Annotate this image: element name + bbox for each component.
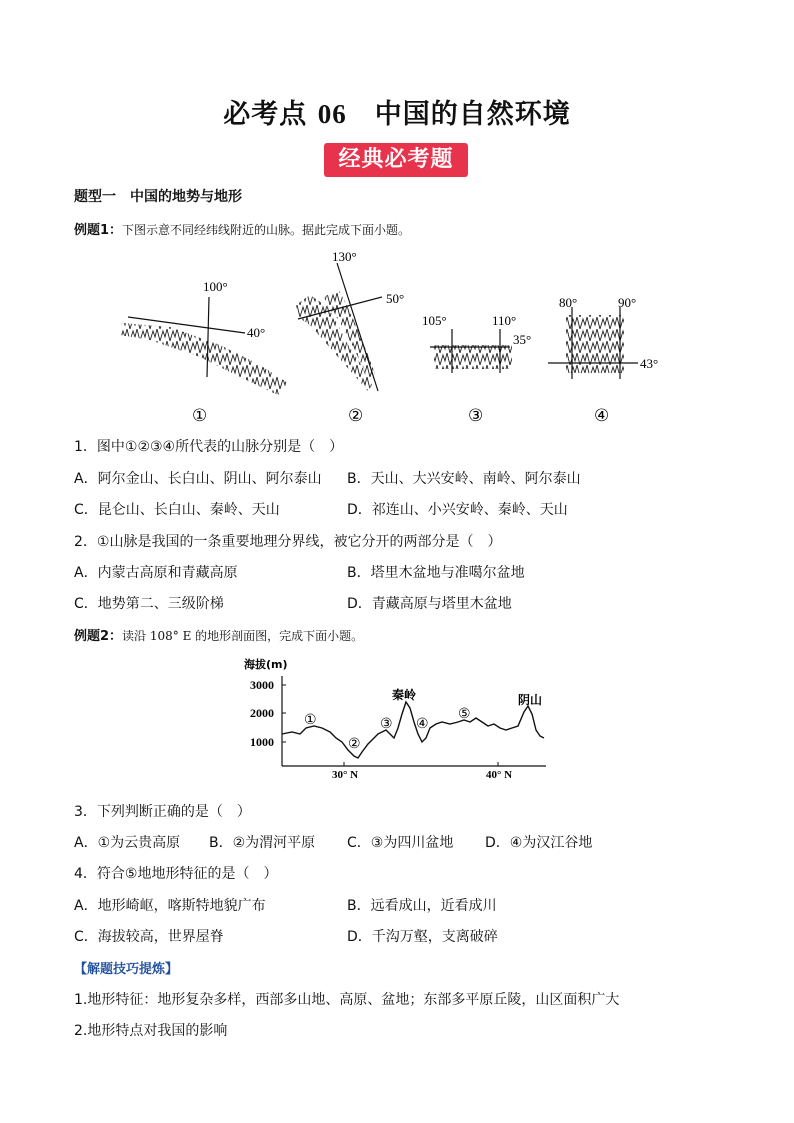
example2-label: 例题2：: [74, 629, 123, 644]
classic-questions-badge: 经典必考题: [324, 143, 468, 177]
marker-4: ④: [416, 717, 429, 732]
p3-lon-b-label: 110°: [492, 313, 517, 328]
example1-text: 下图示意不同经纬线附近的山脉。据此完成下面小题。: [122, 223, 411, 237]
marker-3: ③: [380, 717, 393, 732]
x-tick-40n: 40° N: [486, 769, 513, 781]
p4-lat-label: 43°: [640, 356, 659, 371]
tip-1: 1.地形特征：地形复杂多样，西部多山地、高原、盆地；东部多平原丘陵，山区面积广大: [74, 992, 620, 1008]
panel-2-label: ②: [348, 406, 364, 425]
marker-5: ⑤: [458, 707, 471, 722]
example2-intro: [74, 625, 363, 644]
title-number: 06: [317, 99, 347, 129]
tips-heading: 【解题技巧提炼】: [74, 962, 179, 977]
profile-y-axis-label: 海拔(m): [244, 658, 288, 671]
q4-option-b: B．远看成山，近看成川: [347, 898, 497, 914]
title-main: 必考点: [223, 99, 308, 130]
tip-2: 2.地形特点对我国的影响: [74, 1023, 228, 1039]
example2-text: 读沿 108° E 的地形剖面图，完成下面小题。: [122, 629, 364, 643]
q4-option-c: C．海拔较高，世界屋脊: [74, 929, 224, 945]
panel-1-label: ①: [192, 406, 208, 425]
y-tick-3000: 3000: [250, 678, 274, 692]
p4-lon-b-label: 90°: [618, 295, 637, 310]
p1-lon-label: 100°: [203, 279, 228, 294]
question-4-stem: 4．符合⑤地地形特征的是（ ）: [74, 866, 278, 882]
panel-4-label: ④: [594, 406, 610, 425]
p3-lat-label: 35°: [513, 332, 532, 347]
x-tick-30n: 30° N: [332, 769, 359, 781]
q1-option-b: B．天山、大兴安岭、南岭、阿尔泰山: [347, 471, 581, 487]
panel-1-diagram: [120, 279, 288, 425]
y-tick-2000: 2000: [250, 706, 274, 720]
terrain-profile-chart: [240, 654, 560, 784]
q4-option-a: A．地形崎岖，喀斯特地貌广布: [74, 898, 266, 914]
q3-option-c: C．③为四川盆地: [347, 835, 454, 851]
section-heading: 题型一 中国的地势与地形: [74, 189, 242, 205]
marker-2: ②: [348, 737, 361, 752]
p3-lon-a-label: 105°: [422, 313, 447, 328]
terrain-profile-line: [282, 702, 544, 758]
panel-2-diagram: [296, 249, 404, 425]
p2-lat-label: 50°: [386, 291, 405, 306]
title-topic: 中国的自然环境: [374, 99, 571, 130]
q3-option-a: A．①为云贵高原: [74, 835, 181, 851]
q3-option-d: D．④为汉江谷地: [485, 835, 593, 851]
qinling-label: 秦岭: [392, 688, 417, 702]
marker-1: ①: [304, 713, 317, 728]
page-title: [0, 92, 794, 131]
example1-label: 例题1：: [74, 223, 123, 238]
q2-option-c: C．地势第二、三级阶梯: [74, 596, 224, 612]
panel-4-diagram: [548, 295, 658, 425]
question-1-stem: 1．图中①②③④所代表的山脉分别是（ ）: [74, 439, 344, 455]
y-tick-1000: 1000: [250, 735, 274, 749]
q1-option-d: D．祁连山、小兴安岭、秦岭、天山: [347, 502, 568, 518]
q3-option-b: B．②为渭河平原: [209, 835, 316, 851]
question-3-stem: 3．下列判断正确的是（ ）: [74, 804, 251, 820]
p2-lon-label: 130°: [332, 249, 357, 264]
question-2-stem: 2．①山脉是我国的一条重要地理分界线，被它分开的两部分是（ ）: [74, 534, 502, 550]
q1-option-a: A．阿尔金山、长白山、阴山、阿尔泰山: [74, 471, 322, 487]
mountain-figure: [110, 245, 690, 430]
q2-option-a: A．内蒙古高原和青藏高原: [74, 565, 238, 581]
q4-option-d: D．千沟万壑，支离破碎: [347, 929, 498, 945]
q2-option-b: B．塔里木盆地与准噶尔盆地: [347, 565, 525, 581]
example1-intro: [74, 219, 410, 238]
p4-lon-a-label: 80°: [559, 295, 578, 310]
panel-3-label: ③: [468, 406, 484, 425]
p1-lat-label: 40°: [247, 325, 266, 340]
q2-option-d: D．青藏高原与塔里木盆地: [347, 596, 512, 612]
panel-3-diagram: [422, 313, 531, 425]
q1-option-c: C．昆仑山、长白山、秦岭、天山: [74, 502, 280, 518]
yinshan-label: 阴山: [518, 693, 543, 707]
